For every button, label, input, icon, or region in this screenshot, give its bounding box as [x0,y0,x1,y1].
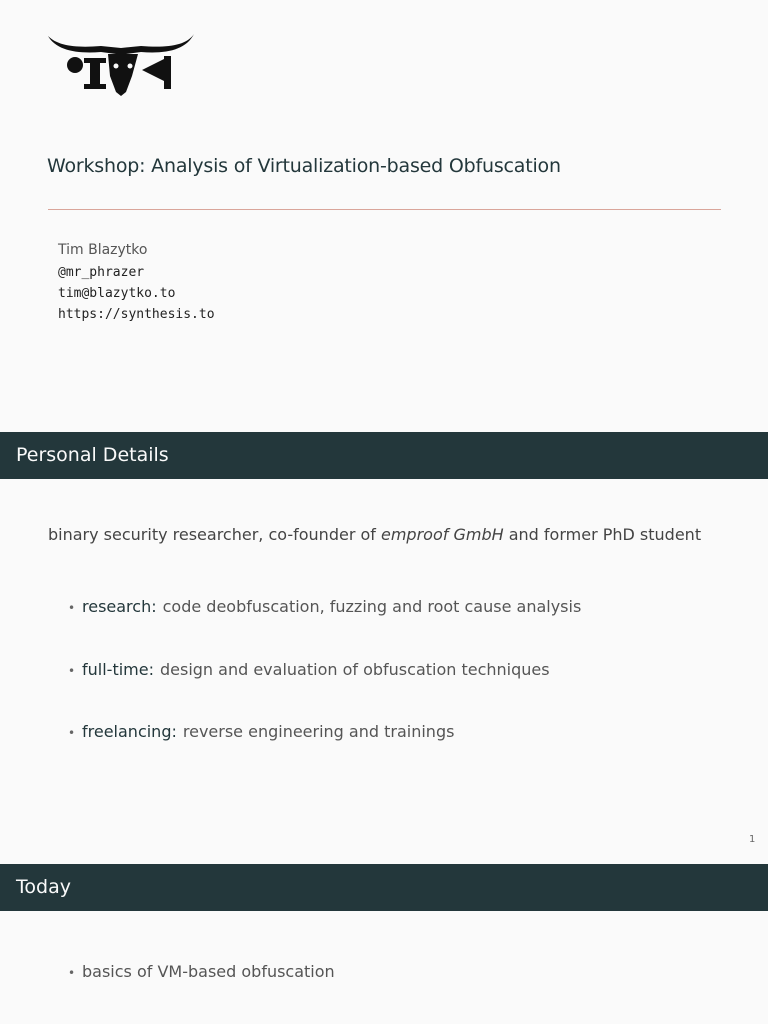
list-item [68,597,581,616]
page-number: 1 [749,834,756,845]
bullet-dot-icon: • [68,726,76,740]
logo [46,32,196,98]
intro-suffix: and former PhD student [503,525,702,544]
intro-prefix: binary security researcher, co-founder of [48,525,381,544]
frame-title-personal-details [0,432,768,479]
title-divider [48,209,721,210]
presentation-title: Workshop: Analysis of Virtualization-based Obfuscation [47,155,561,177]
intro-text [48,525,701,544]
bullet-dot-icon: • [68,664,76,678]
bullet-text: basics of VM-based obfuscation [82,962,335,981]
bullet-text: reverse engineering and trainings [182,722,455,741]
author-handle: @mr_phrazer [58,265,145,280]
bullet-key: freelancing: [82,722,177,741]
frame-title-today [0,864,768,911]
bullet-dot-icon: • [68,966,76,980]
list-item [68,722,454,741]
bullet-key: full-time: [82,660,154,679]
bullet-key: research: [82,597,157,616]
steer-logo-icon [46,32,196,98]
bullet-dot-icon: • [68,601,76,615]
list-item [68,962,335,981]
author-email: tim@blazytko.to [58,286,176,301]
intro-company: emproof GmbH [381,525,504,544]
frame-title-text: Today [16,876,71,898]
list-item [68,660,550,679]
author-website: https://synthesis.to [58,307,215,322]
author-name: Tim Blazytko [58,242,148,258]
bullet-text: code deobfuscation, fuzzing and root cause analysis [162,597,582,616]
frame-title-text: Personal Details [16,444,169,466]
bullet-text: design and evaluation of obfuscation techniques [159,660,550,679]
